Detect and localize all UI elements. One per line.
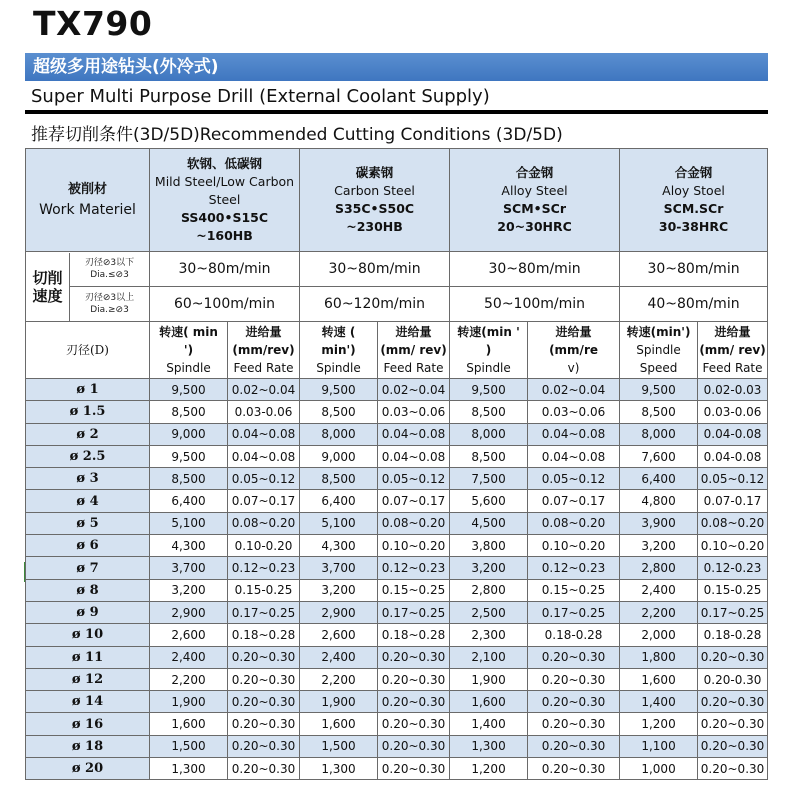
- feed-rate-cell: 0.07~0.17: [378, 490, 450, 512]
- column-header-line: ): [485, 343, 492, 357]
- speed-cell: 30~80m/min: [300, 252, 450, 287]
- spindle-header: [450, 322, 528, 379]
- spindle-cell: 9,500: [150, 445, 228, 467]
- spindle-header: [620, 322, 698, 379]
- feed-rate-cell: 0.18~0.28: [378, 624, 450, 646]
- feed-rate-cell: 0.18-0.28: [528, 624, 620, 646]
- column-header-line: v): [567, 361, 580, 375]
- feed-rate-cell: 0.20~0.30: [228, 713, 300, 735]
- material-grade: SS400•S15C: [180, 210, 269, 225]
- table-row: [26, 624, 768, 646]
- feed-rate-cell: 0.20~0.30: [228, 691, 300, 713]
- feed-rate-cell: 0.02~0.04: [378, 379, 450, 401]
- column-header-line: 转速(min'): [626, 325, 691, 339]
- diameter-cell: ø 2: [26, 423, 150, 445]
- spindle-cell: 8,500: [620, 401, 698, 423]
- spindle-cell: 3,700: [150, 557, 228, 579]
- diameter-cell: ø 7: [26, 557, 150, 579]
- spindle-cell: 2,600: [300, 624, 378, 646]
- spindle-cell: 2,400: [300, 646, 378, 668]
- column-header-line: 进给量: [395, 325, 432, 339]
- spindle-cell: 9,500: [450, 379, 528, 401]
- feed-rate-cell: 0.10~0.20: [528, 535, 620, 557]
- spindle-cell: 4,300: [300, 535, 378, 557]
- column-header-line: 进给量: [714, 325, 751, 339]
- table-row: [26, 423, 768, 445]
- table-row: [26, 512, 768, 534]
- diameter-cell: ø 9: [26, 601, 150, 623]
- diameter-cell: ø 6: [26, 535, 150, 557]
- condition-large-line1: 刃径⊘3以上: [84, 292, 135, 303]
- material-hardness: ~160HB: [196, 228, 253, 243]
- feed-rate-cell: 0.10~0.20: [698, 535, 768, 557]
- feed-rate-cell: 0.05~0.12: [698, 468, 768, 490]
- column-header-line: (mm/ rev): [380, 343, 447, 357]
- diameter-cell: ø 11: [26, 646, 150, 668]
- material-hardness: ~230HB: [346, 219, 403, 234]
- feed-rate-cell: 0.12~0.23: [528, 557, 620, 579]
- speed-cell: 30~80m/min: [150, 252, 300, 287]
- column-header-line: Spindle: [316, 361, 361, 375]
- spindle-cell: 8,500: [450, 401, 528, 423]
- feed-rate-cell: 0.08~0.20: [228, 512, 300, 534]
- spindle-cell: 2,500: [450, 601, 528, 623]
- spindle-cell: 2,400: [150, 646, 228, 668]
- feed-rate-cell: 0.20~0.30: [528, 713, 620, 735]
- table-row: [26, 401, 768, 423]
- spindle-cell: 3,200: [620, 535, 698, 557]
- diameter-cell: ø 1.5: [26, 401, 150, 423]
- condition-small-line2: Dia.≤⊘3: [90, 270, 129, 281]
- feed-rate-cell: 0.07~0.17: [528, 490, 620, 512]
- spindle-cell: 3,900: [620, 512, 698, 534]
- spindle-cell: 4,800: [620, 490, 698, 512]
- feed-rate-cell: 0.05~0.12: [378, 468, 450, 490]
- feed-rate-cell: 0.20~0.30: [528, 646, 620, 668]
- feed-rate-cell: 0.15-0.25: [698, 579, 768, 601]
- spindle-cell: 1,200: [620, 713, 698, 735]
- table-row: [26, 601, 768, 623]
- column-header-line: Spindle: [636, 343, 681, 357]
- spindle-cell: 1,600: [300, 713, 378, 735]
- feed-rate-cell: 0.20~0.30: [528, 668, 620, 690]
- spindle-cell: 3,800: [450, 535, 528, 557]
- table-row: [26, 379, 768, 401]
- diameter-header: 刃径(D): [26, 322, 150, 379]
- condition-small-dia: [70, 253, 149, 288]
- column-header-line: Speed: [639, 361, 678, 375]
- diameter-cell: ø 18: [26, 735, 150, 757]
- spindle-cell: 8,500: [450, 445, 528, 467]
- diameter-cell: ø 1: [26, 379, 150, 401]
- feed-rate-cell: 0.20~0.30: [378, 646, 450, 668]
- feed-rate-cell: 0.12-0.23: [698, 557, 768, 579]
- material-header-mild-steel: [150, 149, 300, 252]
- material-hardness: 30-38HRC: [658, 219, 729, 234]
- table-row: [26, 646, 768, 668]
- spindle-cell: 1,600: [450, 691, 528, 713]
- spindle-cell: 1,800: [620, 646, 698, 668]
- speed-cell: 60~120m/min: [300, 287, 450, 322]
- feed-rate-cell: 0.05~0.12: [228, 468, 300, 490]
- spindle-cell: 3,200: [150, 579, 228, 601]
- spindle-cell: 8,000: [450, 423, 528, 445]
- feed-rate-cell: 0.20~0.30: [378, 735, 450, 757]
- speed-cell: 50~100m/min: [450, 287, 620, 322]
- spindle-cell: 6,400: [620, 468, 698, 490]
- feed-rate-cell: 0.04~0.08: [228, 423, 300, 445]
- column-header-line: Feed Rate: [383, 361, 444, 375]
- feed-rate-cell: 0.03~0.06: [528, 401, 620, 423]
- diameter-cell: ø 5: [26, 512, 150, 534]
- spindle-cell: 1,300: [300, 758, 378, 780]
- feed-rate-cell: 0.20~0.30: [698, 646, 768, 668]
- material-grade: SCM•SCr: [503, 201, 566, 216]
- feed-rate-cell: 0.17~0.25: [228, 601, 300, 623]
- material-en: Alloy Steel: [501, 183, 568, 198]
- feed-rate-cell: 0.08~0.20: [698, 512, 768, 534]
- spindle-cell: 2,400: [620, 579, 698, 601]
- table-row: [26, 445, 768, 467]
- condition-large-dia: [70, 287, 149, 321]
- feed-rate-cell: 0.04-0.08: [698, 445, 768, 467]
- table-row: [26, 535, 768, 557]
- table-row: [26, 735, 768, 757]
- feed-rate-cell: 0.12~0.23: [228, 557, 300, 579]
- column-header-line: 进给量: [555, 325, 592, 339]
- feed-rate-cell: 0.08~0.20: [378, 512, 450, 534]
- material-zh: 软钢、低碳钢: [187, 156, 263, 171]
- column-header-line: (mm/ rev): [699, 343, 766, 357]
- spindle-cell: 1,900: [300, 691, 378, 713]
- spindle-cell: 1,600: [150, 713, 228, 735]
- cutting-speed-cell: [26, 252, 150, 322]
- table-row: [26, 490, 768, 512]
- material-grade: SCM.SCr: [663, 201, 724, 216]
- column-header-line: 转速 (: [321, 325, 356, 339]
- column-header-line: min'): [321, 343, 356, 357]
- feed-rate-cell: 0.20~0.30: [528, 691, 620, 713]
- feed-rate-cell: 0.10-0.20: [228, 535, 300, 557]
- feed-rate-cell: 0.04~0.08: [528, 423, 620, 445]
- feed-rate-cell: 0.20~0.30: [378, 713, 450, 735]
- column-header-line: Feed Rate: [702, 361, 763, 375]
- feed-rate-cell: 0.20~0.30: [698, 691, 768, 713]
- material-header-alloy-steel-hard: [620, 149, 768, 252]
- spindle-cell: 1,100: [620, 735, 698, 757]
- spindle-cell: 3,200: [450, 557, 528, 579]
- column-header-line: 转速(min ': [457, 325, 520, 339]
- feed-rate-cell: 0.08~0.20: [528, 512, 620, 534]
- spindle-cell: 7,500: [450, 468, 528, 490]
- feed-rate-cell: 0.04-0.08: [698, 423, 768, 445]
- condition-small-line1: 刃径⊘3以下: [84, 258, 135, 269]
- feed-rate-cell: 0.20~0.30: [528, 735, 620, 757]
- section-banner: 超级多用途钻头(外冷式): [25, 53, 768, 81]
- feed-rate-header: [698, 322, 768, 379]
- table-row: [26, 468, 768, 490]
- diameter-cell: ø 4: [26, 490, 150, 512]
- diameter-cell: ø 20: [26, 758, 150, 780]
- condition-large-line2: Dia.≥⊘3: [90, 304, 129, 315]
- table-row: [26, 758, 768, 780]
- spindle-cell: 2,000: [620, 624, 698, 646]
- conditions-heading: 推荐切削条件(3D/5D)Recommended Cutting Conditions (3D/5D): [31, 125, 563, 145]
- spindle-cell: 3,700: [300, 557, 378, 579]
- spindle-cell: 1,400: [620, 691, 698, 713]
- spindle-cell: 1,500: [150, 735, 228, 757]
- divider: [25, 110, 768, 114]
- spindle-cell: 2,900: [150, 601, 228, 623]
- material-header-carbon-steel: [300, 149, 450, 252]
- spindle-cell: 8,500: [300, 401, 378, 423]
- spindle-cell: 6,400: [150, 490, 228, 512]
- spindle-cell: 8,500: [150, 468, 228, 490]
- spindle-cell: 2,200: [620, 601, 698, 623]
- speed-cell: 30~80m/min: [620, 252, 768, 287]
- cutting-speed-label: 切削速度: [26, 253, 70, 321]
- table-row: [26, 579, 768, 601]
- feed-rate-cell: 0.17~0.25: [378, 601, 450, 623]
- spindle-cell: 9,500: [300, 379, 378, 401]
- spindle-cell: 2,300: [450, 624, 528, 646]
- spindle-cell: 2,100: [450, 646, 528, 668]
- feed-rate-cell: 0.20~0.30: [378, 758, 450, 780]
- feed-rate-cell: 0.07-0.17: [698, 490, 768, 512]
- material-zh: 合金钢: [674, 165, 713, 180]
- spindle-cell: 1,400: [450, 713, 528, 735]
- column-header-line: (mm/re: [549, 343, 598, 357]
- spindle-cell: 1,900: [150, 691, 228, 713]
- feed-rate-cell: 0.12~0.23: [378, 557, 450, 579]
- feed-rate-cell: 0.04~0.08: [228, 445, 300, 467]
- table-row: [26, 691, 768, 713]
- feed-rate-cell: 0.15~0.25: [378, 579, 450, 601]
- spindle-cell: 2,800: [450, 579, 528, 601]
- material-zh: 碳素钢: [355, 165, 394, 180]
- spindle-cell: 1,600: [620, 668, 698, 690]
- feed-rate-header: [228, 322, 300, 379]
- feed-rate-cell: 0.20-0.30: [698, 668, 768, 690]
- table-row: [26, 713, 768, 735]
- feed-rate-cell: 0.20~0.30: [228, 668, 300, 690]
- material-grade: S35C•S50C: [334, 201, 415, 216]
- feed-rate-cell: 0.04~0.08: [378, 445, 450, 467]
- diameter-cell: ø 16: [26, 713, 150, 735]
- material-zh: 合金钢: [515, 165, 554, 180]
- feed-rate-cell: 0.20~0.30: [378, 668, 450, 690]
- diameter-cell: ø 14: [26, 691, 150, 713]
- column-header-line: (mm/rev): [232, 343, 295, 357]
- column-header-row: [26, 322, 768, 379]
- feed-rate-cell: 0.20~0.30: [228, 646, 300, 668]
- material-en: Carbon Steel: [334, 183, 415, 198]
- spindle-cell: 5,100: [150, 512, 228, 534]
- feed-rate-cell: 0.05~0.12: [528, 468, 620, 490]
- spindle-cell: 4,300: [150, 535, 228, 557]
- column-header-line: Feed Rate: [233, 361, 294, 375]
- feed-rate-cell: 0.10~0.20: [378, 535, 450, 557]
- feed-rate-cell: 0.17~0.25: [528, 601, 620, 623]
- diameter-cell: ø 2.5: [26, 445, 150, 467]
- spindle-cell: 9,000: [300, 445, 378, 467]
- speed-cell: 60~100m/min: [150, 287, 300, 322]
- spindle-cell: 5,100: [300, 512, 378, 534]
- column-header-line: '): [183, 343, 194, 357]
- feed-rate-cell: 0.02~0.04: [528, 379, 620, 401]
- page-title: TX790: [33, 4, 153, 43]
- product-subtitle: Super Multi Purpose Drill (External Coolant Supply): [31, 86, 490, 107]
- material-en: Aloy Stoel: [662, 183, 725, 198]
- feed-rate-cell: 0.20~0.30: [378, 691, 450, 713]
- feed-rate-cell: 0.04~0.08: [528, 445, 620, 467]
- feed-rate-cell: 0.07~0.17: [228, 490, 300, 512]
- spindle-cell: 1,300: [450, 735, 528, 757]
- table-row: [26, 557, 768, 579]
- column-header-line: 进给量: [245, 325, 282, 339]
- spindle-cell: 6,400: [300, 490, 378, 512]
- spindle-cell: 3,200: [300, 579, 378, 601]
- spindle-cell: 9,500: [150, 379, 228, 401]
- diameter-cell: ø 8: [26, 579, 150, 601]
- speed-cell: 30~80m/min: [450, 252, 620, 287]
- spindle-cell: 2,900: [300, 601, 378, 623]
- material-en-2: Steel: [208, 192, 241, 207]
- spindle-cell: 2,600: [150, 624, 228, 646]
- work-material-zh: 被削材: [67, 182, 107, 197]
- feed-rate-header: [378, 322, 450, 379]
- work-material-header: [26, 149, 150, 252]
- spindle-cell: 1,500: [300, 735, 378, 757]
- material-en: Mild Steel/Low Carbon: [154, 174, 295, 189]
- feed-rate-cell: 0.03-0.06: [698, 401, 768, 423]
- feed-rate-cell: 0.17~0.25: [698, 601, 768, 623]
- diameter-cell: ø 12: [26, 668, 150, 690]
- material-header-row: [26, 149, 768, 252]
- diameter-cell: ø 10: [26, 624, 150, 646]
- feed-rate-cell: 0.04~0.08: [378, 423, 450, 445]
- feed-rate-cell: 0.18-0.28: [698, 624, 768, 646]
- feed-rate-cell: 0.03~0.06: [378, 401, 450, 423]
- speed-cell: 40~80m/min: [620, 287, 768, 322]
- spindle-cell: 8,500: [150, 401, 228, 423]
- spindle-cell: 9,500: [620, 379, 698, 401]
- spindle-cell: 8,000: [620, 423, 698, 445]
- material-hardness: 20~30HRC: [497, 219, 572, 234]
- spindle-cell: 8,500: [300, 468, 378, 490]
- spindle-cell: 2,800: [620, 557, 698, 579]
- feed-rate-cell: 0.20~0.30: [698, 758, 768, 780]
- feed-rate-cell: 0.20~0.30: [698, 735, 768, 757]
- work-material-en: Work Materiel: [39, 202, 136, 218]
- spindle-cell: 1,200: [450, 758, 528, 780]
- feed-rate-cell: 0.15~0.25: [528, 579, 620, 601]
- spindle-cell: 2,200: [300, 668, 378, 690]
- feed-rate-cell: 0.20~0.30: [228, 758, 300, 780]
- column-header-line: 转速( min: [159, 325, 218, 339]
- spindle-header: [300, 322, 378, 379]
- material-header-alloy-steel: [450, 149, 620, 252]
- spindle-cell: 7,600: [620, 445, 698, 467]
- feed-rate-cell: 0.20~0.30: [528, 758, 620, 780]
- column-header-line: Spindle: [166, 361, 211, 375]
- column-header-line: Spindle: [466, 361, 511, 375]
- spindle-cell: 5,600: [450, 490, 528, 512]
- spindle-cell: 4,500: [450, 512, 528, 534]
- spindle-cell: 2,200: [150, 668, 228, 690]
- spindle-cell: 1,900: [450, 668, 528, 690]
- spindle-cell: 9,000: [150, 423, 228, 445]
- diameter-cell: ø 3: [26, 468, 150, 490]
- spindle-header: [150, 322, 228, 379]
- spindle-cell: 8,000: [300, 423, 378, 445]
- feed-rate-cell: 0.18~0.28: [228, 624, 300, 646]
- spindle-cell: 1,300: [150, 758, 228, 780]
- feed-rate-cell: 0.15-0.25: [228, 579, 300, 601]
- feed-rate-cell: 0.02~0.04: [228, 379, 300, 401]
- spindle-cell: 1,000: [620, 758, 698, 780]
- speed-row-small: [26, 252, 768, 287]
- cutting-conditions-table: [25, 148, 768, 780]
- feed-rate-cell: 0.20~0.30: [698, 713, 768, 735]
- feed-rate-cell: 0.20~0.30: [228, 735, 300, 757]
- feed-rate-header: [528, 322, 620, 379]
- table-row: [26, 668, 768, 690]
- feed-rate-cell: 0.02-0.03: [698, 379, 768, 401]
- feed-rate-cell: 0.03-0.06: [228, 401, 300, 423]
